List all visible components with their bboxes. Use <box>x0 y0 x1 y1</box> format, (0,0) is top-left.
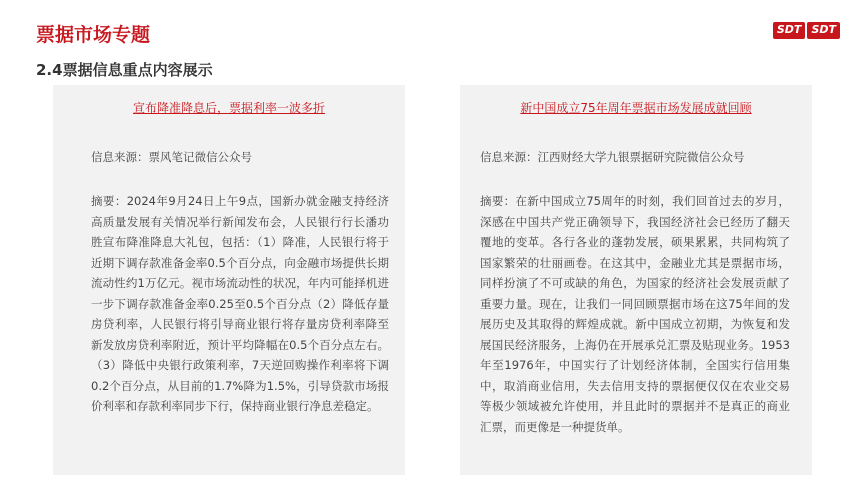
page-title: 票据市场专题 <box>36 24 151 46</box>
article-title-link[interactable]: 宣布降准降息后，票据利率一波多折 <box>132 101 325 115</box>
article-card-left <box>53 85 405 475</box>
article-source: 信息来源：江西财经大学九银票据研究院微信公众号 <box>480 150 745 164</box>
article-summary: 摘要：2024年9月24日上午9点，国新办就金融支持经济高质量发展有关情况举行新闻发布会，人民银行行长潘功胜宣布降准降息大礼包，包括：（1）降准，人民银行将于近期下调存款准备金率0.5个百分点，向金融市场提供长期流动性约1万亿元。视市场流动性的状况，年内可能择机进一步下调存款准备金率0.25至0.5个百分点（2）降低存量房贷利率，人民银行将引导商业银行将存量房贷利率降至新发放房贷利率附近，预计平均降幅在0.5个百分点左右。（3）降低中央银行政策利率，7天逆回购操作利率将下调0.2个百分点，从目前的1.7%降为1.5%，引导贷款市场报价利率和存款利率同步下行，保持商业银行净息差稳定。 <box>91 194 389 413</box>
logo-mark-right: SDT <box>807 22 840 39</box>
article-title-link[interactable]: 新中国成立75年周年票据市场发展成就回顾 <box>520 101 752 115</box>
article-summary: 摘要：在新中国成立75周年的时刻，我们回首过去的岁月，深感在中国共产党正确领导下，我国经济社会已经历了翻天覆地的变革。各行各业的蓬勃发展，硕果累累，共同构筑了国家繁荣的壮丽画卷。在这其中，金融业尤其是票据市场，同样扮演了不可或缺的角色，为国家的经济社会发展贡献了重要力量。现在，让我们一同回顾票据市场在这75年间的发展历史及其取得的辉煌成就。新中国成立初期，为恢复和发展国民经济服务，上海仍在开展承兑汇票及贴现业务。1953年至1976年，中国实行了计划经济体制，全国实行信用集中，取消商业信用，失去信用支持的票据便仅仅在农业交易等极少领域被允许使用，并且此时的票据并不是真正的商业汇票，而更像是一种提货单。 <box>480 194 790 434</box>
article-card-right <box>460 85 812 475</box>
sdt-logo <box>773 22 840 39</box>
article-source: 信息来源：票风笔记微信公众号 <box>91 150 252 164</box>
section-title: 2.4票据信息重点内容展示 <box>36 61 213 79</box>
logo-mark-left: SDT <box>773 22 806 39</box>
